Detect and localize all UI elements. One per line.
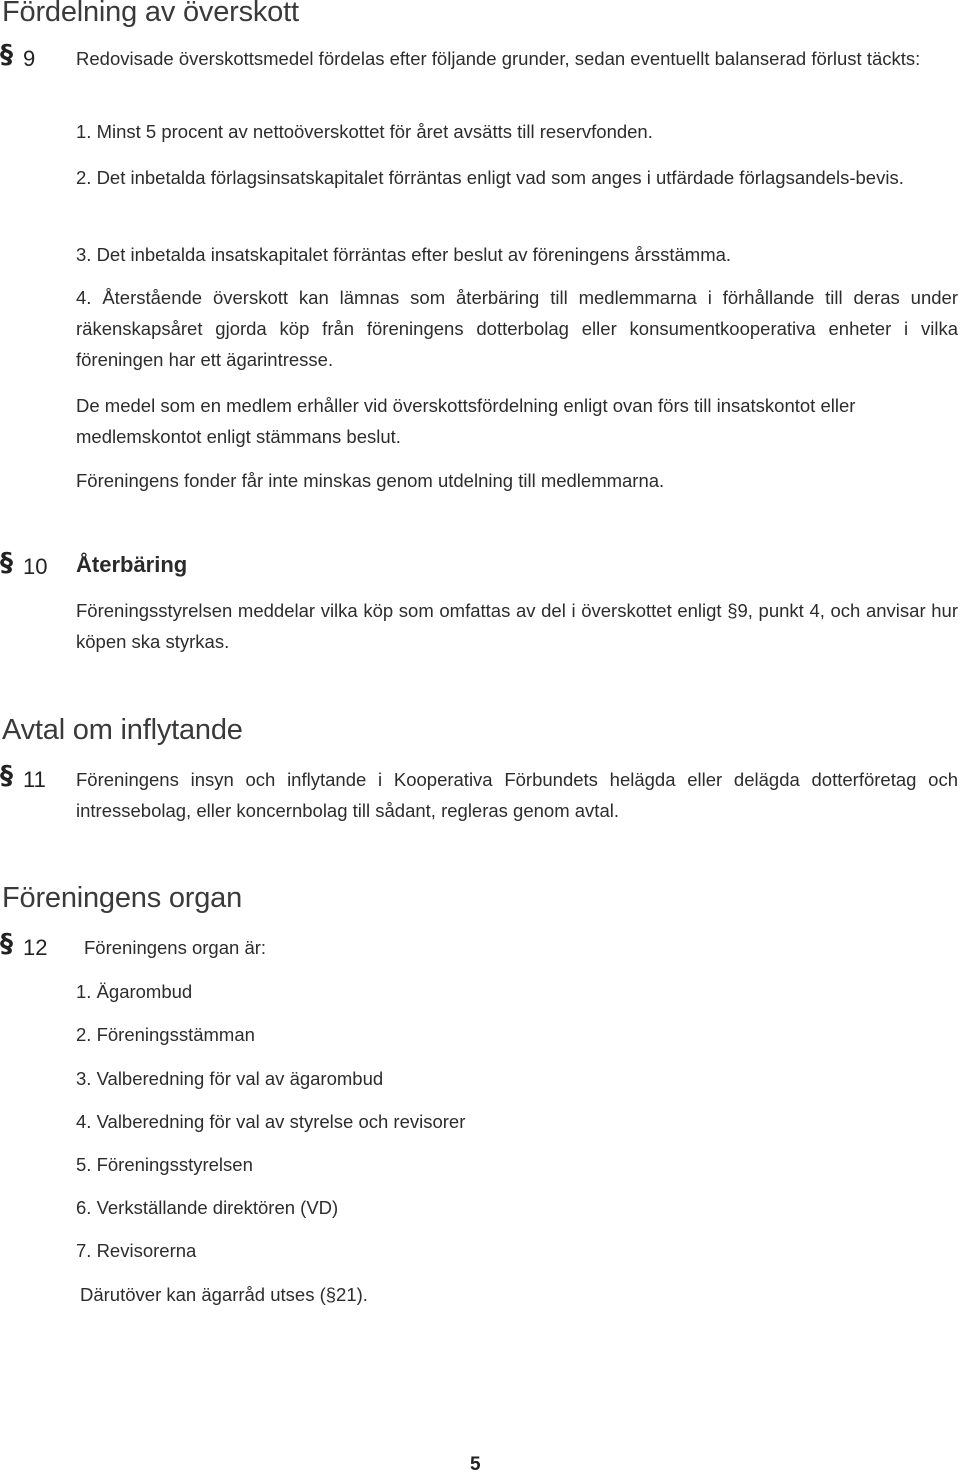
s9-intro: Redovisade överskottsmedel fördelas efter följande grunder, sedan eventuellt balanserad förlust täckts: — [76, 48, 921, 69]
page-number: 5 — [470, 1454, 481, 1475]
s9-paragraph-1: De medel som en medlem erhåller vid överskottsfördelning enligt ovan förs till insatskontot eller medlemskontot enligt stämmans beslut. — [76, 395, 856, 447]
section-number-11: 11 — [23, 767, 46, 792]
s9-item-1: 1. Minst 5 procent av nettoöverskottet för året avsätts till reservfonden. — [76, 121, 653, 142]
s12-item-7: 7. Revisorerna — [76, 1240, 197, 1261]
section-number-12: 12 — [23, 935, 48, 960]
s11-text: Föreningens insyn och inflytande i Kooperativa Förbundets helägda eller delägda dotterföretag och intressebolag, eller koncernbolag till sådant, regleras genom avtal. — [76, 769, 958, 821]
s12-item-3: 3. Valberedning för val av ägarombud — [76, 1068, 384, 1089]
s10-title: Återbäring — [76, 552, 188, 577]
s12-item-1: 1. Ägarombud — [76, 981, 193, 1002]
s12-item-2: 2. Föreningsstämman — [76, 1024, 255, 1045]
s9-paragraph-2: Föreningens fonder får inte minskas genom utdelning till medlemmarna. — [76, 470, 665, 491]
s12-item-6: 6. Verkställande direktören (VD) — [76, 1197, 339, 1218]
s12-item-4: 4. Valberedning för val av styrelse och revisorer — [76, 1111, 466, 1132]
s12-item-5: 5. Föreningsstyrelsen — [76, 1154, 253, 1175]
section-symbol-9: § — [0, 40, 13, 70]
heading-fordelning: Fördelning av överskott — [2, 0, 299, 28]
s12-outro: Därutöver kan ägarråd utses (§21). — [80, 1284, 368, 1305]
section-number-10: 10 — [23, 554, 48, 579]
s9-item-3: 3. Det inbetalda insatskapitalet förräntas efter beslut av föreningens årsstämma. — [76, 244, 732, 265]
s9-item-4: 4. Återstående överskott kan lämnas som återbäring till medlemmarna i förhållande till deras under räkenskapsåret gjorda köp från föreningens dotterbolag eller konsumentkooperativa enheter i vilka föreningen har ett ägarintresse. — [76, 287, 958, 370]
section-number-9: 9 — [23, 46, 36, 71]
s10-text: Föreningsstyrelsen meddelar vilka köp som omfattas av del i överskottet enligt §9, punkt 4, och anvisar hur köpen ska styrkas. — [76, 600, 958, 652]
s12-intro: Föreningens organ är: — [84, 937, 267, 958]
s9-item-2 — [76, 162, 958, 193]
heading-organ: Föreningens organ — [2, 882, 243, 914]
section-symbol-12: § — [0, 929, 13, 959]
heading-avtal: Avtal om inflytande — [2, 714, 243, 746]
section-symbol-10: § — [0, 548, 13, 578]
section-symbol-11: § — [0, 761, 13, 791]
s9-item-2-text: 2. Det inbetalda förlagsinsatskapitalet förräntas enligt vad som anges i utfärdade förlagsandels-bevis. — [76, 167, 904, 188]
